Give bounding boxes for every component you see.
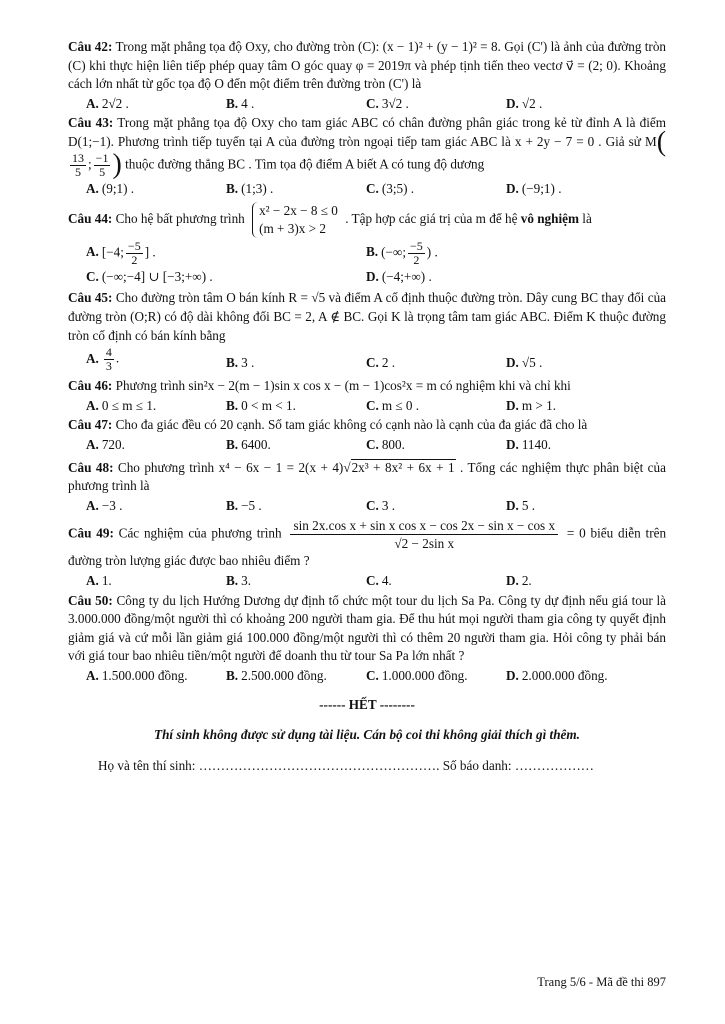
question-text: Trong mặt phẳng tọa độ Oxy, cho đường tròn (C): (x − 1)² + (y − 1)² = 8. Gọi (C') là ảnh của đường tròn (C) khi thực hiện liên tiếp phép quay tâm O góc quay φ = 2019π và phép tịnh tiến theo vectơ v⃗ = (2; 0). Khoảng cách lớn nhất từ gốc tọa độ O đến một điểm trên đường tròn (C') là xyxy=(68,39,667,92)
option-c[interactable]: C. (−∞;−4] ∪ [−3;+∞) . xyxy=(86,268,213,284)
option-a[interactable]: A. (9;1) . xyxy=(86,181,135,197)
options-49 xyxy=(68,572,666,591)
options-50 xyxy=(68,667,666,686)
fraction: $\frac{-1}{5}$ xyxy=(95,151,109,180)
page-footer: Trang 5/6 - Mã đề thi 897 xyxy=(537,975,666,989)
options-44-row1 xyxy=(68,240,666,267)
question-text: Cho đường tròn tâm O bán kính R = √5 và điểm A cố định thuộc đường tròn. Dây cung BC thay đổi của đường tròn (O;R) có độ dài không đổi BC = 2, A ∉ BC. Gọi K là trọng tâm tam giác ABC. Điểm K thuộc đường tròn cố định có bán kính bằng xyxy=(68,290,667,343)
question-number: Câu 42: xyxy=(68,39,113,54)
square-root: 2x³ + 8x² + 6x + 1 xyxy=(351,459,455,475)
option-c[interactable]: C. 1.000.000 đồng. xyxy=(366,667,468,683)
option-d[interactable]: D. (−9;1) . xyxy=(506,181,562,197)
option-a[interactable]: A. −3 . xyxy=(86,497,123,513)
option-c[interactable]: C. 3√2 . xyxy=(366,95,409,111)
question-45 xyxy=(68,289,666,345)
question-49: Câu 49: Các nghiệm của phương trình $\frac{\text{sin 2x.cos x + sin x cos x − cos 2x − sin x − cos x}}{\text{√2 − 2sin x}}$ = 0 biểu diễn trên đường tròn lượng giác được bao nhiêu điểm ? xyxy=(68,518,667,569)
question-number: Câu 50: xyxy=(68,592,113,608)
options-42 xyxy=(68,95,666,114)
exam-note: Thí sinh không được sử dụng tài liệu. Cán bộ coi thi không giải thích gì thêm. xyxy=(154,727,580,743)
option-a[interactable]: A. 1. xyxy=(86,572,112,588)
option-c[interactable]: C. 4. xyxy=(366,572,392,588)
option-b[interactable]: B. 4 . xyxy=(226,95,255,111)
candidate-info-line: Họ và tên thí sinh: ………………………………………………. Số báo danh: ……………… xyxy=(98,757,594,773)
question-48: Câu 48: Cho phương trình x⁴ − 6x − 1 = 2(x + 4)√2x³ + 8x² + 6x + 1 . Tổng các nghiệm thực phân biệt của phương trình là xyxy=(68,459,666,494)
question-number: Câu 47: xyxy=(68,417,113,433)
question-47 xyxy=(68,416,666,435)
option-c[interactable]: C. 3 . xyxy=(366,497,396,513)
options-45 xyxy=(68,346,666,373)
option-b[interactable]: B. 3. xyxy=(226,572,251,588)
option-a[interactable]: A. 720. xyxy=(86,436,125,452)
question-number: Câu 49: xyxy=(68,525,114,541)
option-d[interactable]: D. m > 1. xyxy=(506,397,557,413)
options-48 xyxy=(68,497,666,516)
option-c[interactable]: C. m ≤ 0 . xyxy=(366,397,420,413)
question-46 xyxy=(68,377,666,396)
question-number: Câu 44: xyxy=(68,210,113,226)
option-b[interactable]: B. 0 < m < 1. xyxy=(226,397,296,413)
question-number: Câu 43: xyxy=(68,115,114,131)
option-d[interactable]: D. √5 . xyxy=(506,355,543,371)
option-d[interactable]: D. 1140. xyxy=(506,436,552,452)
option-b[interactable]: B. −5 . xyxy=(226,497,262,513)
question-number: Câu 48: xyxy=(68,459,114,475)
options-47 xyxy=(68,436,666,455)
question-text: Công ty du lịch Hướng Dương dự định tổ chức một tour du lịch Sa Pa. Công ty dự định nếu giá tour là 3.000.000 đồng/một người thì có khoảng 200 người tham gia. Để thu hút mọi người tham gia công ty quyết định giảm giá và cứ mỗi lần giảm giá 100.000 đồng/một người thì có thêm 20 người tham gia. Hỏi công ty phải bán với giá tour bao nhiêu tiền/một người để doanh thu từ tour Sa Pa lớn nhất ? xyxy=(68,592,667,664)
option-a[interactable]: A. 1.500.000 đồng. xyxy=(86,667,188,683)
question-text: Cho đa giác đều có 20 cạnh. Số tam giác không có cạnh nào là cạnh của đa giác đã cho là xyxy=(115,417,588,433)
question-text: Trong mặt phẳng tọa độ Oxy cho tam giác ABC có chân đường phân giác trong kẻ từ đỉnh A là điểm D(1;−1). Phương trình tiếp tuyến tại A của đường tròn ngoại tiếp tam giác ABC là xyxy=(68,115,667,149)
question-43: Câu 43: Trong mặt phẳng tọa độ Oxy cho tam giác ABC có chân đường phân giác trong kẻ từ đỉnh A là điểm D(1;−1). Phương trình tiếp tuyến tại A của đường tròn ngoại tiếp tam giác ABC là x + 2y − 7 = 0 . Giả sử M( $\frac{13}{5}$ ; $\frac{-1}{5}$ ) thuộc đường thẳng BC . Tìm tọa độ điểm A biết A có tung độ dương xyxy=(68,115,667,181)
option-a[interactable]: A. $\frac{4}{3}$ . xyxy=(86,345,120,374)
question-number: Câu 45: xyxy=(68,290,113,306)
options-44-row2 xyxy=(68,268,666,287)
fraction: $\frac{\text{sin 2x.cos x + sin x cos x − cos 2x − sin x − cos x}}{\text{√2 − 2sin x}}$ xyxy=(290,517,558,552)
option-d[interactable]: D. (−4;+∞) . xyxy=(366,268,432,284)
end-mark: ------ HẾT -------- xyxy=(319,696,415,712)
options-46 xyxy=(68,397,666,416)
option-b[interactable]: B. 3 . xyxy=(226,355,255,371)
option-c[interactable]: C. 2 . xyxy=(366,355,396,371)
option-b[interactable]: B. (1;3) . xyxy=(226,181,274,197)
fraction: $\frac{13}{5}$ xyxy=(72,151,84,180)
option-d[interactable]: D. 2. xyxy=(506,572,532,588)
option-c[interactable]: C. 800. xyxy=(366,436,405,452)
options-43 xyxy=(68,180,666,199)
option-d[interactable]: D. √2 . xyxy=(506,95,543,111)
option-d[interactable]: D. 2.000.000 đồng. xyxy=(506,667,608,683)
option-a[interactable]: A. 0 ≤ m ≤ 1. xyxy=(86,397,157,413)
option-b[interactable]: B. (−∞; $\frac{-5}{2}$ ) . xyxy=(366,238,438,267)
inequality-system: x² − 2x − 8 ≤ 0 (m + 3)x > 2 xyxy=(252,202,338,238)
option-c[interactable]: C. (3;5) . xyxy=(366,181,415,197)
option-b[interactable]: B. 2.500.000 đồng. xyxy=(226,667,327,683)
question-50 xyxy=(68,592,666,666)
option-b[interactable]: B. 6400. xyxy=(226,436,271,452)
question-44: Câu 44: Cho hệ bất phương trình x² − 2x − 8 ≤ 0 (m + 3)x > 2 . Tập hợp các giá trị của m để hệ vô nghiệm là xyxy=(68,202,592,236)
question-text: Phương trình sin²x − 2(m − 1)sin x cos x − (m − 1)cos²x = m có nghiệm khi và chỉ khi xyxy=(115,378,571,394)
question-42 xyxy=(68,38,666,94)
option-a[interactable]: A. 2√2 . xyxy=(86,95,129,111)
exam-page xyxy=(68,38,666,775)
option-a[interactable]: A. [−4; $\frac{-5}{2}$ ] . xyxy=(86,238,156,267)
option-d[interactable]: D. 5 . xyxy=(506,497,536,513)
question-number: Câu 46: xyxy=(68,378,113,394)
